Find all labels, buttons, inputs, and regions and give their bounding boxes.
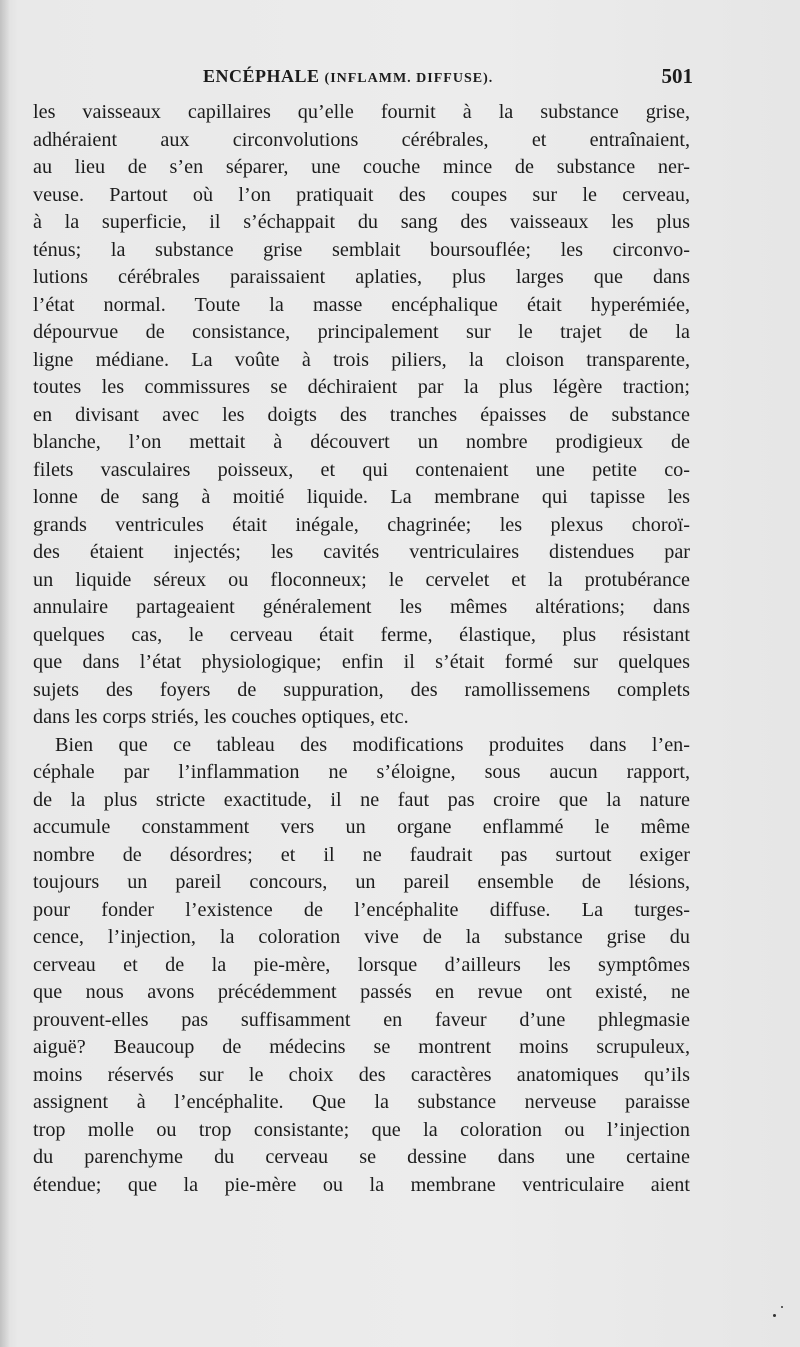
text-line: toujours un pareil concours, un pareil ensemble de lésions, <box>33 871 690 893</box>
text-line: moins réservés sur le choix des caractères anatomiques qu’ils <box>33 1063 690 1086</box>
text-line: prouvent-elles pas suffisamment en faveur d’une phlegmasie <box>33 1008 690 1031</box>
text-line: des étaient injectés; les cavités ventriculaires distendues par <box>33 541 690 563</box>
text-line: les vaisseaux capillaires qu’elle fournit à la substance grise, <box>33 101 690 123</box>
text-line: au lieu de s’en séparer, une couche mince de substance ner- <box>33 156 690 178</box>
text-line: lonne de sang à moitié liquide. La membrane qui tapisse les <box>33 486 690 508</box>
text-line: trop molle ou trop consistante; que la coloration ou l’injection <box>33 1118 690 1141</box>
text-line: nombre de désordres; et il ne faudrait pas surtout exiger <box>33 843 690 866</box>
text-line: que dans l’état physiologique; enfin il s’était formé sur quelques <box>33 651 690 673</box>
text-line: l’état normal. Toute la masse encéphalique était hyperémiée, <box>33 293 690 316</box>
text-line: dépourvue de consistance, principalement sur le trajet de la <box>33 321 690 343</box>
text-line: adhéraient aux circonvolutions cérébrales, et entraînaient, <box>33 128 690 151</box>
text-line: lutions cérébrales paraissaient aplaties, plus larges que dans <box>33 266 690 288</box>
text-line: veuse. Partout où l’on pratiquait des coupes sur le cerveau, <box>33 183 690 206</box>
text-line: assignent à l’encéphalite. Que la substance nerveuse paraisse <box>33 1091 690 1113</box>
text-line: en divisant avec les doigts des tranches épaisses de substance <box>33 403 690 426</box>
text-line: cence, l’injection, la coloration vive de la substance grise du <box>33 926 690 948</box>
text-line: annulaire partageaient généralement les mêmes altérations; dans <box>33 596 690 618</box>
text-line: du parenchyme du cerveau se dessine dans une certaine <box>33 1146 690 1168</box>
running-head <box>33 66 693 96</box>
text-line: quelques cas, le cerveau était ferme, élastique, plus résistant <box>33 623 690 646</box>
text-line: grands ventricules était inégale, chagrinée; les plexus choroï- <box>33 513 690 536</box>
text-line: pour fonder l’existence de l’encéphalite diffuse. La turges- <box>33 898 690 921</box>
text-line: que nous avons précédemment passés en revue ont existé, ne <box>33 981 690 1003</box>
text-line: Bien que ce tableau des modifications produites dans l’en- <box>55 733 690 756</box>
text-line: toutes les commissures se déchiraient par la plus légère traction; <box>33 376 690 398</box>
paper-speck <box>781 1306 783 1308</box>
text-line: blanche, l’on mettait à découvert un nombre prodigieux de <box>33 431 690 453</box>
running-head-title <box>203 66 493 87</box>
running-head-sub: (INFLAMM. DIFFUSE). <box>324 71 494 86</box>
text-line: cerveau et de la pie-mère, lorsque d’ailleurs les symptômes <box>33 953 690 976</box>
text-line: filets vasculaires poisseux, et qui contenaient une petite co- <box>33 458 690 481</box>
text-line: à la superficie, il s’échappait du sang des vaisseaux les plus <box>33 211 690 233</box>
running-head-main: ENCÉPHALE <box>203 66 320 86</box>
text-line: de la plus stricte exactitude, il ne faut pas croire que la nature <box>33 788 690 811</box>
text-line: sujets des foyers de suppuration, des ramollissemens complets <box>33 678 690 701</box>
paper-speck <box>773 1314 776 1317</box>
text-line: étendue; que la pie-mère ou la membrane ventriculaire aient <box>33 1173 690 1196</box>
page-number: 501 <box>661 64 693 88</box>
text-line: dans les corps striés, les couches optiques, etc. <box>33 706 409 728</box>
text-line: ténus; la substance grise semblait boursouflée; les circonvo- <box>33 238 690 261</box>
text-line: aiguë? Beaucoup de médecins se montrent moins scrupuleux, <box>33 1036 690 1058</box>
text-line: un liquide séreux ou floconneux; le cervelet et la protubérance <box>33 568 690 591</box>
text-line: accumule constamment vers un organe enflammé le même <box>33 816 690 838</box>
page-gutter-shadow <box>0 0 10 1347</box>
text-line: ligne médiane. La voûte à trois piliers, la cloison transparente, <box>33 348 690 371</box>
text-line: céphale par l’inflammation ne s’éloigne, sous aucun rapport, <box>33 761 690 783</box>
body-text <box>33 99 690 1199</box>
